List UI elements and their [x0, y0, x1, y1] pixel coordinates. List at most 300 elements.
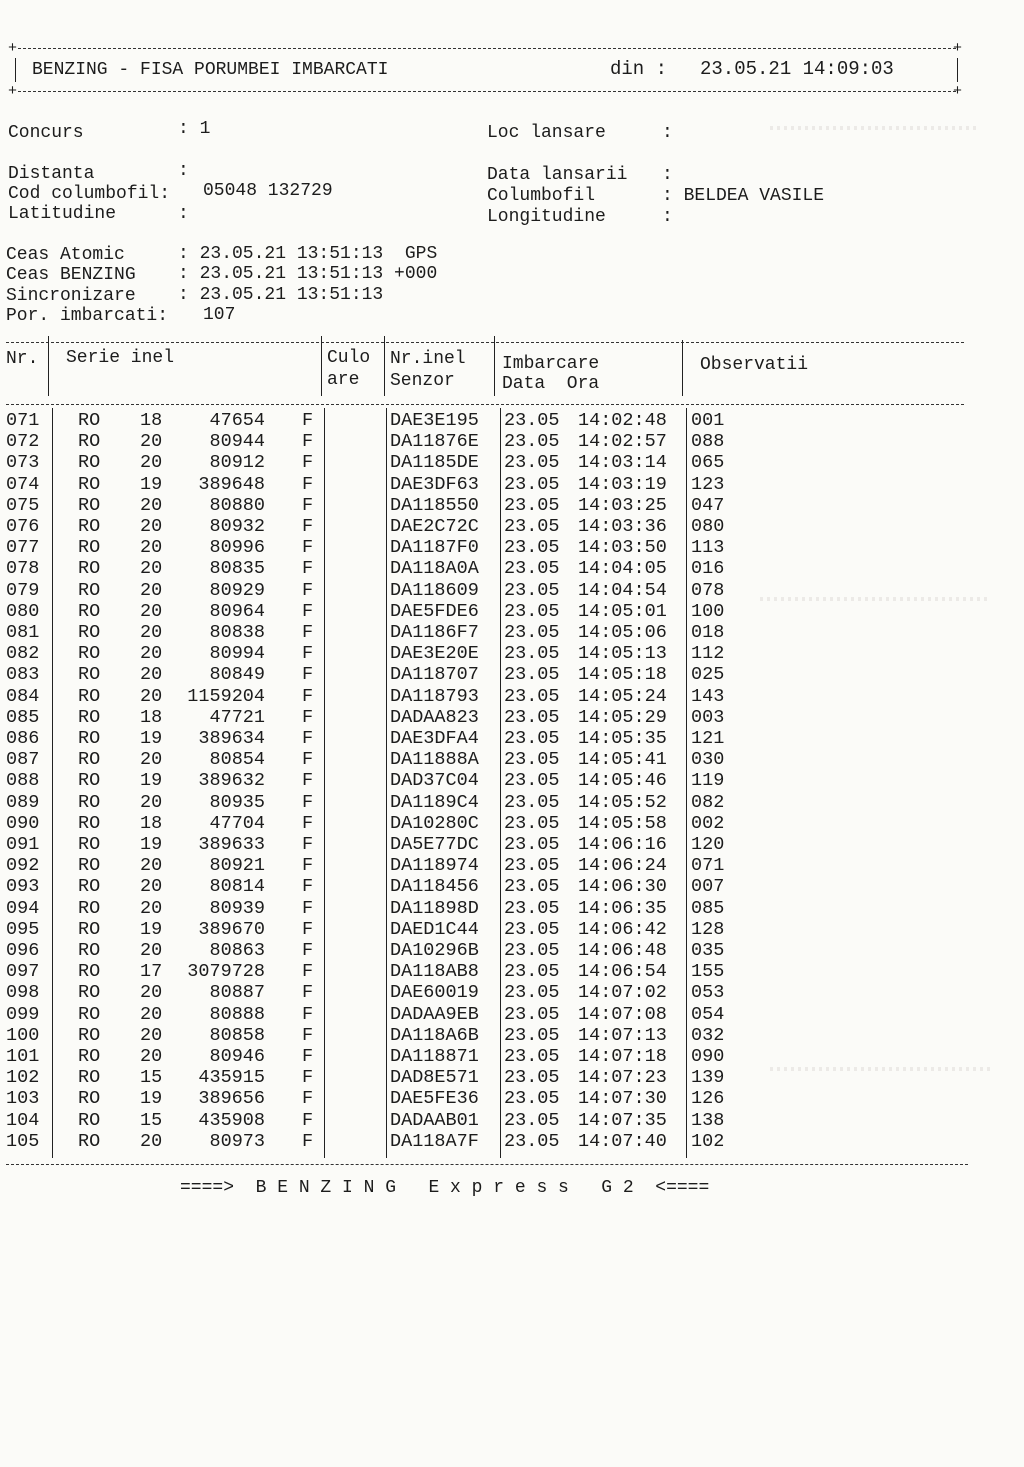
observation: 078 — [691, 579, 725, 601]
country-code: RO — [78, 643, 101, 665]
boarding-date: 23.05 — [504, 770, 560, 792]
row-number: 089 — [6, 791, 40, 813]
boarding-date: 23.05 — [504, 1088, 560, 1110]
boarding-date: 23.05 — [504, 452, 560, 474]
sex-code: F — [302, 452, 314, 474]
columbofil-value: : BELDEA VASILE — [662, 186, 825, 206]
country-code: RO — [78, 812, 101, 834]
sex-code: F — [302, 791, 314, 813]
country-code: RO — [78, 685, 101, 707]
observation: 080 — [691, 516, 725, 537]
boarding-time: 14:06:24 — [578, 855, 667, 877]
country-code: RO — [78, 1088, 101, 1110]
sex-code: F — [302, 961, 314, 983]
sex-code: F — [302, 1109, 314, 1131]
boarding-time: 14:07:30 — [578, 1088, 667, 1110]
boarding-time: 14:06:35 — [578, 897, 667, 919]
boarding-date: 23.05 — [504, 728, 560, 749]
ring-year: 15 — [140, 1109, 163, 1131]
sensor-id: DA11898D — [390, 897, 479, 919]
table-row — [0, 855, 980, 876]
boarding-time: 14:04:05 — [578, 558, 667, 580]
boarding-time: 14:03:19 — [578, 473, 667, 495]
title-box-corner: + — [8, 83, 18, 100]
print-smudge — [770, 1067, 990, 1071]
header-data-ora: Data Ora — [502, 374, 600, 394]
sex-code: F — [302, 706, 314, 728]
boarding-time: 14:07:13 — [578, 1024, 667, 1046]
row-number: 104 — [6, 1109, 40, 1131]
sex-code: F — [302, 855, 314, 877]
longitudine-label: Longitudine — [487, 207, 606, 227]
sensor-id: DAE3E20E — [390, 643, 479, 665]
sensor-id: DAE2C72C — [390, 516, 479, 537]
boarding-time: 14:05:29 — [578, 706, 667, 728]
print-smudge — [770, 126, 980, 130]
boarding-time: 14:06:42 — [578, 918, 667, 940]
country-code: RO — [78, 1130, 101, 1152]
ring-year: 20 — [140, 537, 163, 559]
header-serie-inel: Serie inel — [66, 348, 175, 368]
ring-year: 19 — [140, 1088, 163, 1110]
table-row — [0, 495, 980, 516]
row-number: 095 — [6, 918, 40, 940]
boarding-date: 23.05 — [504, 1067, 560, 1089]
distanta-label: Distanta — [8, 164, 95, 184]
row-number: 077 — [6, 537, 40, 559]
row-number: 098 — [6, 982, 40, 1004]
table-row — [0, 1004, 980, 1025]
boarding-time: 14:05:06 — [578, 622, 667, 643]
ring-number: 80814 — [209, 876, 265, 898]
header-imbarcare: Imbarcare — [502, 354, 600, 374]
sincronizare-label: Sincronizare — [6, 286, 136, 306]
loc-lansare-label: Loc lansare — [487, 123, 606, 143]
row-number: 088 — [6, 770, 40, 792]
header-observatii: Observatii — [700, 355, 809, 375]
row-number: 084 — [6, 685, 40, 707]
boarding-time: 14:05:13 — [578, 643, 667, 665]
sensor-id: DA118A0A — [390, 558, 479, 580]
col-divider-nr — [48, 336, 49, 396]
boarding-date: 23.05 — [504, 834, 560, 855]
country-code: RO — [78, 600, 101, 622]
table-row — [0, 1131, 980, 1152]
header-nr-inel: Nr.inel — [390, 349, 466, 369]
ring-number: 80880 — [209, 494, 265, 516]
ring-number: 47654 — [209, 410, 265, 431]
table-row — [0, 982, 980, 1003]
ring-year: 19 — [140, 770, 163, 792]
boarding-date: 23.05 — [504, 897, 560, 919]
boarding-date: 23.05 — [504, 622, 560, 643]
sex-code: F — [302, 410, 314, 431]
sex-code: F — [302, 834, 314, 855]
ring-year: 20 — [140, 600, 163, 622]
table-row — [0, 919, 980, 940]
ring-year: 19 — [140, 728, 163, 749]
sensor-id: DA11888A — [390, 749, 479, 771]
observation: 030 — [691, 749, 725, 771]
observation: 035 — [691, 940, 725, 961]
ring-year: 20 — [140, 1130, 163, 1152]
ring-number: 80887 — [209, 982, 265, 1004]
sex-code: F — [302, 622, 314, 643]
sex-code: F — [302, 431, 314, 453]
table-row — [0, 1088, 980, 1109]
country-code: RO — [78, 516, 101, 537]
boarding-date: 23.05 — [504, 1130, 560, 1152]
sensor-id: DA11876E — [390, 431, 479, 453]
ring-number: 80973 — [209, 1130, 265, 1152]
row-number: 072 — [6, 431, 40, 453]
boarding-time: 14:02:57 — [578, 431, 667, 453]
sensor-id: DA118609 — [390, 579, 479, 601]
observation: 139 — [691, 1067, 725, 1089]
table-row — [0, 707, 980, 728]
observation: 016 — [691, 558, 725, 580]
row-number: 081 — [6, 622, 40, 643]
boarding-date: 23.05 — [504, 431, 560, 453]
ring-number: 80863 — [209, 940, 265, 961]
ring-year: 20 — [140, 685, 163, 707]
row-number: 074 — [6, 473, 40, 495]
sex-code: F — [302, 897, 314, 919]
ceas-atomic-label: Ceas Atomic — [6, 245, 125, 265]
row-number: 102 — [6, 1067, 40, 1089]
ring-year: 20 — [140, 897, 163, 919]
ring-year: 18 — [140, 812, 163, 834]
ring-year: 20 — [140, 982, 163, 1004]
title-box-bottom-rule — [18, 91, 956, 92]
observation: 082 — [691, 791, 725, 813]
sex-code: F — [302, 1088, 314, 1110]
sex-code: F — [302, 1067, 314, 1089]
observation: 138 — [691, 1109, 725, 1131]
observation: 065 — [691, 452, 725, 474]
sensor-id: DA10296B — [390, 940, 479, 961]
sensor-id: DAE5FDE6 — [390, 600, 479, 622]
sensor-id: DAE3DFA4 — [390, 728, 479, 749]
sensor-id: DAED1C44 — [390, 918, 479, 940]
ring-number: 80835 — [209, 558, 265, 580]
table-row — [0, 431, 980, 452]
boarding-time: 14:07:02 — [578, 982, 667, 1004]
row-number: 086 — [6, 728, 40, 749]
row-number: 099 — [6, 1003, 40, 1025]
ring-year: 20 — [140, 749, 163, 771]
ring-number: 80854 — [209, 749, 265, 771]
table-bottom-rule — [6, 1164, 968, 1165]
observation: 018 — [691, 622, 725, 643]
footer-banner: ====> B E N Z I N G E x p r e s s G 2 <==== — [180, 1178, 710, 1198]
observation: 053 — [691, 982, 725, 1004]
loc-lansare-value: : — [662, 123, 673, 143]
observation: 088 — [691, 431, 725, 453]
title-box-left-edge — [15, 58, 16, 82]
ring-number: 80912 — [209, 452, 265, 474]
columbofil-label: Columbofil — [487, 186, 596, 206]
observation: 100 — [691, 600, 725, 622]
boarding-date: 23.05 — [504, 791, 560, 813]
longitudine-value: : — [662, 207, 673, 227]
table-row — [0, 770, 980, 791]
observation: 112 — [691, 643, 725, 665]
row-number: 093 — [6, 876, 40, 898]
sex-code: F — [302, 876, 314, 898]
table-row — [0, 792, 980, 813]
observation: 120 — [691, 834, 725, 855]
boarding-date: 23.05 — [504, 1046, 560, 1067]
sensor-id: DAE3DF63 — [390, 473, 479, 495]
ring-number: 389670 — [198, 918, 265, 940]
sensor-id: DA118456 — [390, 876, 479, 898]
country-code: RO — [78, 706, 101, 728]
latitudine-label: Latitudine — [8, 204, 117, 224]
table-row — [0, 728, 980, 749]
concurs-value: : 1 — [178, 119, 211, 139]
observation: 085 — [691, 897, 725, 919]
ring-year: 20 — [140, 558, 163, 580]
ring-year: 20 — [140, 1003, 163, 1025]
title-box-corner: + — [953, 83, 963, 100]
sex-code: F — [302, 982, 314, 1004]
table-row — [0, 410, 980, 431]
boarding-date: 23.05 — [504, 685, 560, 707]
sincronizare-value: : 23.05.21 13:51:13 — [178, 285, 384, 305]
boarding-date: 23.05 — [504, 664, 560, 686]
boarding-time: 14:07:35 — [578, 1109, 667, 1131]
ring-number: 47704 — [209, 812, 265, 834]
ring-year: 20 — [140, 643, 163, 665]
sensor-id: DA118AB8 — [390, 961, 479, 983]
observation: 001 — [691, 410, 725, 431]
country-code: RO — [78, 918, 101, 940]
col-divider-imbarcare — [494, 336, 495, 396]
ring-year: 20 — [140, 494, 163, 516]
row-number: 075 — [6, 494, 40, 516]
concurs-label: Concurs — [8, 123, 84, 143]
boarding-time: 14:04:54 — [578, 579, 667, 601]
ring-year: 20 — [140, 940, 163, 961]
data-lansarii-value: : — [662, 165, 673, 185]
sex-code: F — [302, 812, 314, 834]
title-box-corner: + — [8, 40, 18, 57]
sex-code: F — [302, 685, 314, 707]
ring-year: 20 — [140, 1024, 163, 1046]
row-number: 090 — [6, 812, 40, 834]
sensor-id: DA118974 — [390, 855, 479, 877]
table-row — [0, 622, 980, 643]
observation: 047 — [691, 494, 725, 516]
sensor-id: DA1187F0 — [390, 537, 479, 559]
observation: 002 — [691, 812, 725, 834]
observation: 025 — [691, 664, 725, 686]
boarding-date: 23.05 — [504, 494, 560, 516]
ring-number: 80888 — [209, 1003, 265, 1025]
ring-number: 389632 — [198, 770, 265, 792]
boarding-time: 14:03:25 — [578, 494, 667, 516]
col-divider-culoare — [321, 336, 322, 396]
sex-code: F — [302, 1130, 314, 1152]
ceas-atomic-value: : 23.05.21 13:51:13 GPS — [178, 244, 438, 264]
title-box-corner: + — [953, 40, 963, 57]
title-box-top-rule — [18, 48, 956, 49]
ring-number: 80838 — [209, 622, 265, 643]
country-code: RO — [78, 770, 101, 792]
boarding-time: 14:05:01 — [578, 600, 667, 622]
country-code: RO — [78, 537, 101, 559]
row-number: 094 — [6, 897, 40, 919]
sex-code: F — [302, 516, 314, 537]
boarding-date: 23.05 — [504, 940, 560, 961]
country-code: RO — [78, 664, 101, 686]
boarding-time: 14:05:18 — [578, 664, 667, 686]
ring-number: 389656 — [198, 1088, 265, 1110]
country-code: RO — [78, 494, 101, 516]
row-number: 101 — [6, 1046, 40, 1067]
sensor-id: DAE60019 — [390, 982, 479, 1004]
ring-year: 18 — [140, 410, 163, 431]
sensor-id: DAE5FE36 — [390, 1088, 479, 1110]
table-row — [0, 1025, 980, 1046]
por-imbarcati-label: Por. imbarcati: — [6, 306, 169, 326]
observation: 054 — [691, 1003, 725, 1025]
ring-year: 17 — [140, 961, 163, 983]
report-title: BENZING - FISA PORUMBEI IMBARCATI — [32, 60, 389, 80]
latitudine-value: : — [178, 204, 189, 224]
ring-number: 80932 — [209, 516, 265, 537]
sex-code: F — [302, 600, 314, 622]
country-code: RO — [78, 834, 101, 855]
table-row — [0, 452, 980, 473]
header-culoare-line2: are — [327, 370, 360, 390]
por-imbarcati-value: 107 — [203, 305, 236, 325]
boarding-date: 23.05 — [504, 961, 560, 983]
header-nr: Nr. — [6, 349, 39, 369]
boarding-date: 23.05 — [504, 706, 560, 728]
country-code: RO — [78, 876, 101, 898]
country-code: RO — [78, 1067, 101, 1089]
table-top-rule — [6, 342, 964, 343]
boarding-date: 23.05 — [504, 812, 560, 834]
boarding-date: 23.05 — [504, 918, 560, 940]
ceas-benzing-label: Ceas BENZING — [6, 265, 136, 285]
ring-year: 20 — [140, 664, 163, 686]
table-row — [0, 558, 980, 579]
ring-number: 389633 — [198, 834, 265, 855]
country-code: RO — [78, 728, 101, 749]
row-number: 096 — [6, 940, 40, 961]
boarding-date: 23.05 — [504, 537, 560, 559]
sex-code: F — [302, 749, 314, 771]
country-code: RO — [78, 1024, 101, 1046]
sensor-id: DA10280C — [390, 812, 479, 834]
sensor-id: DA118871 — [390, 1046, 479, 1067]
observation: 143 — [691, 685, 725, 707]
row-number: 082 — [6, 643, 40, 665]
sensor-id: DA118550 — [390, 494, 479, 516]
country-code: RO — [78, 982, 101, 1004]
boarding-time: 14:05:24 — [578, 685, 667, 707]
ring-year: 19 — [140, 918, 163, 940]
row-number: 083 — [6, 664, 40, 686]
row-number: 103 — [6, 1088, 40, 1110]
sex-code: F — [302, 558, 314, 580]
ring-year: 18 — [140, 706, 163, 728]
distanta-value: : — [178, 161, 189, 181]
boarding-time: 14:05:41 — [578, 749, 667, 771]
ring-number: 80944 — [209, 431, 265, 453]
country-code: RO — [78, 579, 101, 601]
boarding-time: 14:02:48 — [578, 410, 667, 431]
ring-year: 19 — [140, 473, 163, 495]
boarding-time: 14:07:40 — [578, 1130, 667, 1152]
boarding-date: 23.05 — [504, 982, 560, 1004]
report-timestamp: 23.05.21 14:09:03 — [700, 58, 894, 80]
col-divider-observatii — [682, 340, 683, 396]
boarding-time: 14:07:08 — [578, 1003, 667, 1025]
sensor-id: DA118707 — [390, 664, 479, 686]
sensor-id: DADAA823 — [390, 706, 479, 728]
ring-year: 15 — [140, 1067, 163, 1089]
sex-code: F — [302, 494, 314, 516]
boarding-time: 14:05:46 — [578, 770, 667, 792]
data-lansarii-label: Data lansarii — [487, 165, 628, 185]
observation: 121 — [691, 728, 725, 749]
ring-number: 1159204 — [187, 685, 265, 707]
sensor-id: DA118A7F — [390, 1130, 479, 1152]
ring-number: 80964 — [209, 600, 265, 622]
country-code: RO — [78, 622, 101, 643]
boarding-date: 23.05 — [504, 516, 560, 537]
ring-number: 80921 — [209, 855, 265, 877]
boarding-time: 14:06:16 — [578, 834, 667, 855]
boarding-time: 14:07:23 — [578, 1067, 667, 1089]
row-number: 097 — [6, 961, 40, 983]
ring-year: 20 — [140, 431, 163, 453]
row-number: 100 — [6, 1024, 40, 1046]
boarding-date: 23.05 — [504, 1109, 560, 1131]
observation: 003 — [691, 706, 725, 728]
table-row — [0, 537, 980, 558]
ring-number: 80996 — [209, 537, 265, 559]
observation: 113 — [691, 537, 725, 559]
ring-year: 20 — [140, 876, 163, 898]
country-code: RO — [78, 855, 101, 877]
sensor-id: DA118A6B — [390, 1024, 479, 1046]
ring-number: 80849 — [209, 664, 265, 686]
title-box-right-edge — [957, 58, 958, 82]
table-row — [0, 940, 980, 961]
ceas-benzing-value: : 23.05.21 13:51:13 +000 — [178, 264, 438, 284]
table-row — [0, 834, 980, 855]
boarding-time: 14:05:35 — [578, 728, 667, 749]
country-code: RO — [78, 1046, 101, 1067]
sex-code: F — [302, 473, 314, 495]
ring-number: 80935 — [209, 791, 265, 813]
sensor-id: DADAA9EB — [390, 1003, 479, 1025]
ring-year: 20 — [140, 452, 163, 474]
din-label: din : — [610, 58, 668, 80]
table-row — [0, 1046, 980, 1067]
boarding-date: 23.05 — [504, 579, 560, 601]
header-culoare-line1: Culo — [327, 348, 371, 368]
table-row — [0, 516, 980, 537]
observation: 090 — [691, 1046, 725, 1067]
sensor-id: DA5E77DC — [390, 834, 479, 855]
table-row — [0, 813, 980, 834]
